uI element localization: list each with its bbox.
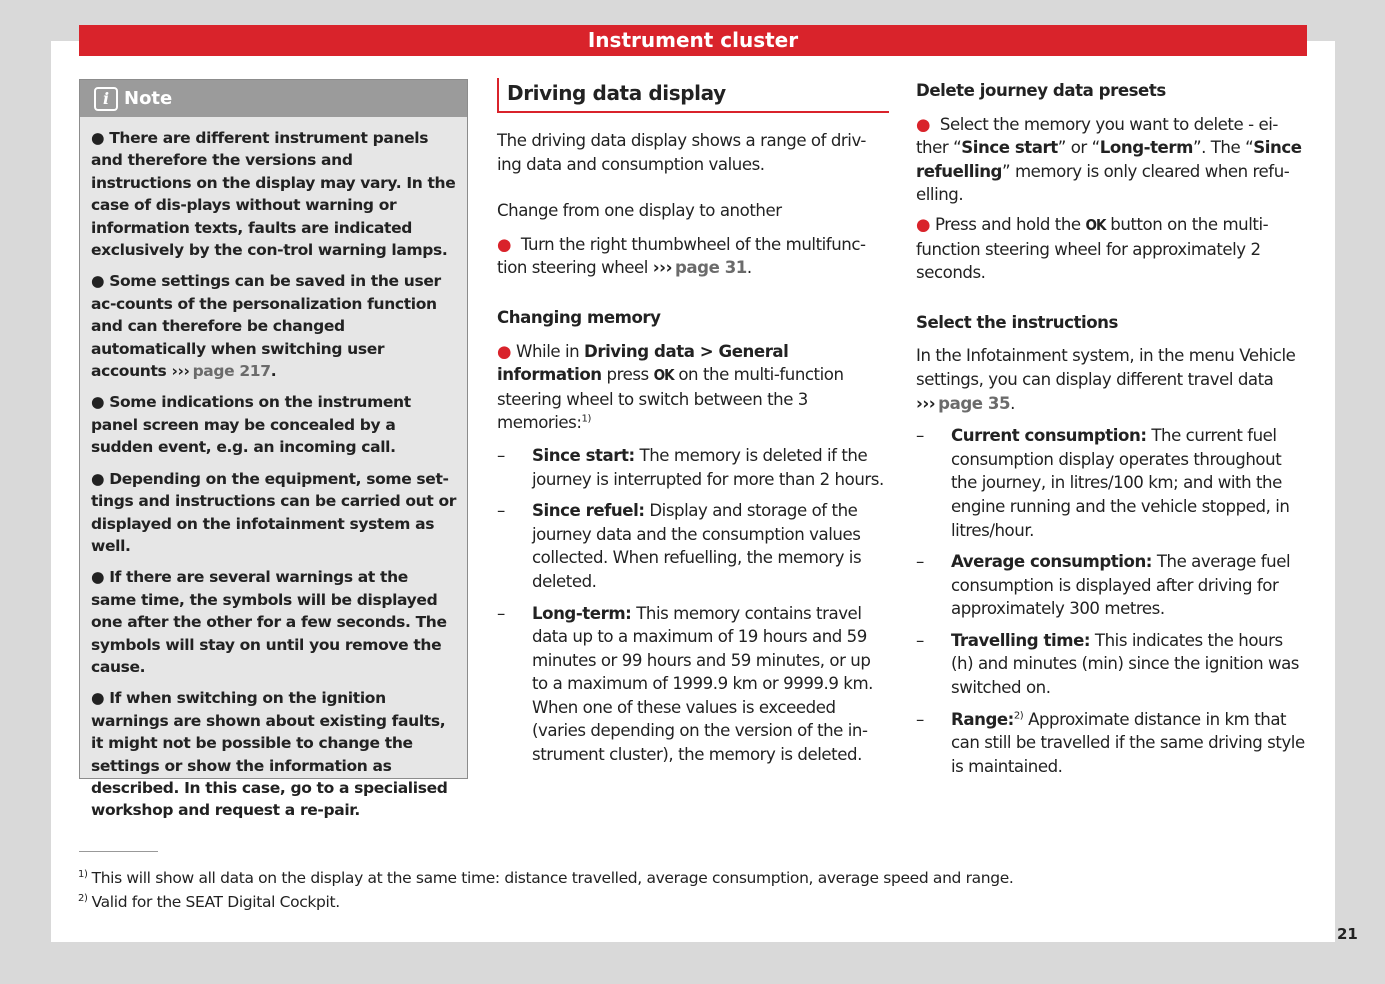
delete-instruction-1: ● Select the memory you want to delete - ei-ther “Since start” or “Long-term”. The “Since refuelling” memory is only cleared when refu-elling. (916, 114, 1302, 205)
list-item: – Average consumption: The average fuel consumption is displayed after driving for approximately 300 metres. (916, 552, 1291, 619)
note-body (80, 117, 467, 822)
bullet-icon: ● (91, 689, 105, 708)
bullet-icon: ● (91, 469, 105, 488)
column-driving-data (497, 78, 889, 775)
note-item: ● Some indications on the instrument panel screen may be concealed by a sudden event, e.g. an incoming call. (91, 393, 411, 457)
footnote: $^{1)}$ This will show all data on the display at the same time: distance travelled, average consumption, average speed and range. (78, 868, 1014, 887)
bullet-icon: ● (497, 341, 512, 361)
select-paragraph: In the Infotainment system, in the menu Vehicle settings, you can display different travel data ››› page 35. (916, 346, 1296, 413)
note-item: ● If there are several warnings at the same time, the symbols will be displayed one after the other for a few seconds. The symbols will stay on until you remove the cause. (91, 568, 447, 676)
list-item: – Long-term: This memory contains travel data up to a maximum of 19 hours and 59 minutes or 99 hours and 59 minutes, or up to a maximum of 1999.9 km or 9999.9 km. When one of these values is exceeded (varies depending on the version of the in-strument cluster), the memory is deleted. (497, 603, 873, 765)
page-link[interactable]: page 35 (938, 393, 1011, 413)
note-item: ● Some settings can be saved in the user ac-counts of the personalization function and can therefore be changed automatically when switching user accounts ››› page 217. (91, 272, 441, 381)
list-item: – Since refuel: Display and storage of the journey data and the consumption values collected. When refuelling, the memory is deleted. (497, 501, 862, 591)
bullet-icon: ● (916, 114, 931, 134)
column-delete-select (916, 78, 1308, 786)
intro-paragraph: The driving data display shows a range of driv-ing data and consumption values. (497, 131, 866, 174)
triple-chevron-icon: ››› (652, 258, 672, 278)
note-item: ● If when switching on the ignition warnings are shown about existing faults, it might not be possible to change the settings or show the information as described. In this case, go to a specialised workshop and request a re-pair. (91, 689, 448, 820)
footnotes (78, 866, 1014, 914)
memory-list (497, 444, 889, 767)
bullet-icon: ● (916, 214, 931, 234)
info-icon: i (94, 87, 118, 111)
change-instruction: ● Turn the right thumbwheel of the multifunc-tion steering wheel ››› page 31. (497, 234, 866, 278)
list-item: – Travelling time: This indicates the hours (h) and minutes (min) since the ignition was switched on. (916, 630, 1299, 698)
chapter-header: Instrument cluster (79, 25, 1307, 56)
footnote: $^{2)}$ Valid for the SEAT Digital Cockpit. (78, 892, 340, 911)
note-item: ● There are different instrument panels and therefore the versions and instructions on the display may vary. In the case of dis-plays without warning or information texts, faults are indicated exclusively by the con-trol warning lamps. (91, 129, 456, 260)
note-header (80, 80, 467, 117)
memory-instruction: ● While in Driving data > General information press OK on the multi-function steering wheel to switch between the 3 memories:$^{1)}$ (497, 341, 844, 433)
bullet-icon: ● (91, 393, 105, 412)
ok-button-symbol: OK (1085, 215, 1106, 234)
bullet-icon: ● (91, 568, 105, 587)
note-title: Note (124, 88, 173, 109)
bullet-icon: ● (497, 234, 512, 254)
section-title: Driving data display (497, 78, 889, 113)
triple-chevron-icon: ››› (916, 393, 936, 413)
page-link[interactable]: page 217 (192, 362, 271, 381)
note-item: ● Depending on the equipment, some set-tings and instructions can be carried out or displayed on the infotainment system as well. (91, 469, 457, 555)
bullet-icon: ● (91, 272, 105, 291)
bullet-icon: ● (91, 129, 105, 147)
page-number: 21 (1337, 925, 1358, 943)
subheading-changing-memory: Changing memory (497, 307, 661, 327)
list-item: – Range:$^{2)}$ Approximate distance in km that can still be travelled if the same driving style is maintained. (916, 709, 1305, 776)
note-box (79, 79, 468, 820)
list-item: – Since start: The memory is deleted if the journey is interrupted for more than 2 hours. (497, 445, 884, 489)
ok-button-symbol: OK (653, 366, 674, 385)
footnote-divider (79, 851, 158, 852)
travel-data-list (916, 424, 1308, 778)
list-item: – Current consumption: The current fuel consumption display operates throughout the journey, in litres/100 km; and with the engine running and the vehicle stopped, in litres/hour. (916, 426, 1290, 540)
subheading-delete-presets: Delete journey data presets (916, 81, 1166, 100)
delete-instruction-2: ● Press and hold the OK button on the multi-function steering wheel for approximately 2 seconds. (916, 214, 1269, 283)
subheading-select-instructions: Select the instructions (916, 312, 1118, 332)
subheading-change-display: Change from one display to another (497, 201, 782, 221)
page-link[interactable]: page 31 (674, 258, 747, 278)
triple-chevron-icon: ››› (171, 362, 190, 381)
